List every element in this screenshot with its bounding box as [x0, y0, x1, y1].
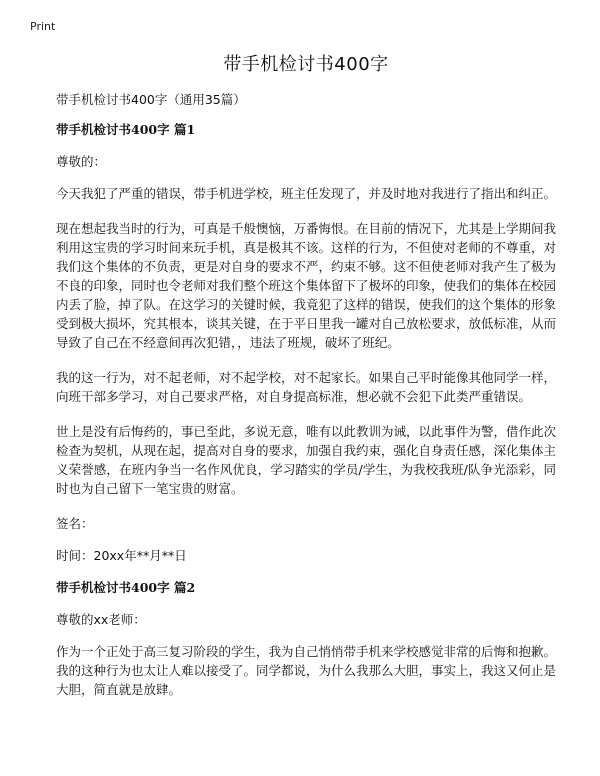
section-1-paragraph: 世上是没有后悔药的，事已至此，多说无意，唯有以此教训为诫，以此事件为警，借作此次检查为契机，从现在起，提高对自身的要求，加强自我约束，强化自身责任感，深化集体主义荣誉感，在班内争当一名作风优良，学习踏实的学员/学生，为我校我班/队争光添彩，同时也为自己留下一笔宝贵的财富。: [56, 424, 557, 496]
section-1-paragraph: 我的这一行为，对不起老师，对不起学校，对不起家长。如果自己平时能像其他同学一样，向班干部多学习，对自己要求严格，对自身提高标准，想必就不会犯下此类严重错误。: [56, 370, 557, 404]
document-title: 带手机检讨书400字: [223, 54, 389, 75]
section-2-paragraph: 作为一个正处于高三复习阶段的学生，我为自己悄悄带手机来学校感觉非常的后悔和抱歉。我的这种行为也太让人难以接受了。同学都说，为什么我那么大胆，事实上，我这又何止是大胆，简直就是放肆。: [56, 644, 557, 697]
section-1-paragraph: 现在想起我当时的行为，可真是千般懊恼，万番悔恨。在目前的情况下，尤其是上学期间我利用这宝贵的学习时间来玩手机，真是极其不该。这样的行为，不但使对老师的不尊重，对我们这个集体的不负责，更是对自身的要求不严，约束不够。这不但使老师对我产生了极为不良的印象，同时也令老师对我们整个班这个集体留下了极坏的印象，使我们的集体在校园内丢了脸，掉了队。在这学习的关键时候，我竟犯了这样的错误，使我们的这个集体的形象受到极大损坏，究其根本，谈其关键，在于平日里我一罐对自己放松要求，放低标准，从而导致了自己在不经意间再次犯错，，违法了班规，破坏了班纪。: [56, 221, 557, 350]
section-2-greeting: 尊敬的xx老师：: [56, 612, 146, 627]
section-1-heading: 带手机检讨书400字 篇1: [56, 122, 196, 137]
signature-line: 签名：: [56, 516, 94, 531]
document-content: [56, 50, 556, 715]
print-link[interactable]: Print: [30, 20, 56, 33]
section-1-greeting: 尊敬的：: [56, 154, 107, 169]
section-2-heading: 带手机检讨书400字 篇2: [56, 580, 196, 595]
section-1-paragraph: 今天我犯了严重的错误，带手机进学校，班主任发现了，并及时地对我进行了指出和纠正。: [56, 186, 557, 201]
document-subtitle: 带手机检讨书400字（通用35篇）: [56, 92, 246, 107]
date-line: 时间：20xx年**月**日: [56, 548, 187, 563]
